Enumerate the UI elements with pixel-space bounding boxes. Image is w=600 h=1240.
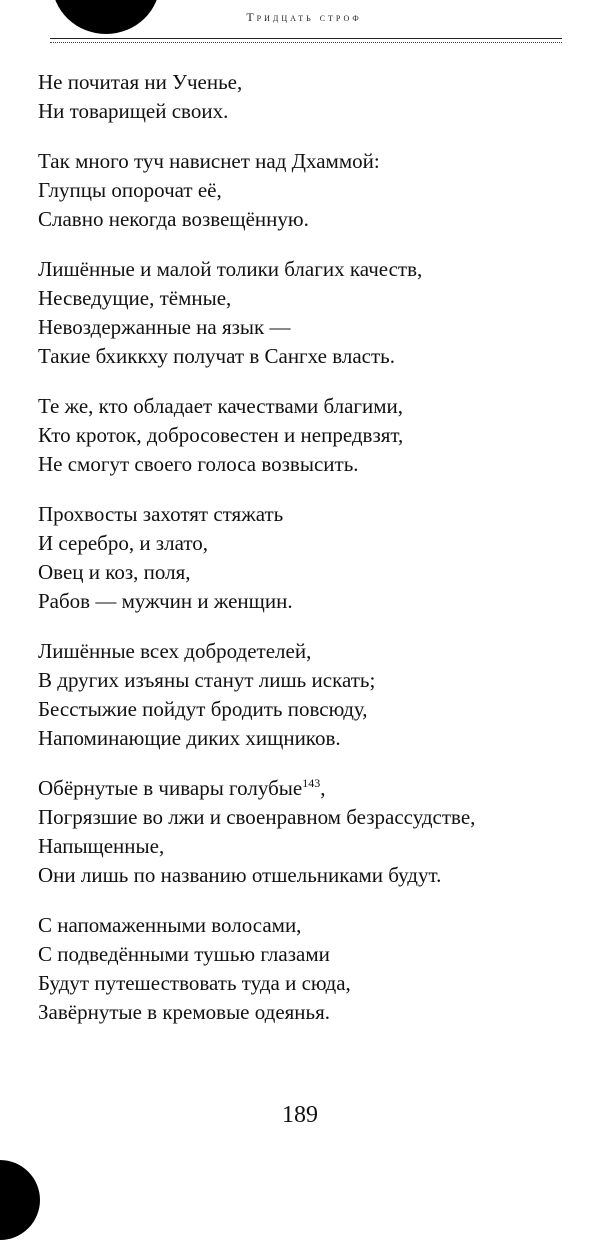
poem-line: Несведущие, тёмные, bbox=[38, 286, 232, 310]
poem-line-punctuation: , bbox=[320, 776, 326, 800]
running-head: Тридцать строф bbox=[246, 10, 362, 24]
poem-line: И серебро, и злато, bbox=[38, 531, 209, 555]
poem-line: Так много туч нависнет над Дхаммой: bbox=[38, 149, 380, 173]
poem-line: Погрязшие во лжи и своенравном безрассудстве, bbox=[38, 805, 476, 829]
stanza-8 bbox=[38, 911, 578, 1027]
page-corner-shadow-bottom bbox=[0, 1160, 40, 1240]
poem-line-with-footnote bbox=[38, 774, 578, 803]
poem-line: Невоздержанные на язык — bbox=[38, 315, 291, 339]
stanza-2 bbox=[38, 147, 578, 234]
poem-line: Глупцы опорочат её, bbox=[38, 178, 222, 202]
poem-line: Такие бхиккху получат в Сангхе власть. bbox=[38, 344, 395, 368]
poem-line-text: Обёрнутые в чивары голубые bbox=[38, 776, 303, 800]
poem-line: Кто кроток, добросовестен и непредвзят, bbox=[38, 423, 404, 447]
poem-line: Лишённые всех добродетелей, bbox=[38, 639, 312, 663]
poem-line: Напыщенные, bbox=[38, 834, 165, 858]
poem-line: Славно некогда возвещённую. bbox=[38, 207, 309, 231]
page-number: 189 bbox=[282, 1102, 318, 1128]
stanza-5 bbox=[38, 500, 578, 616]
stanza-7 bbox=[38, 774, 578, 890]
stanza-6 bbox=[38, 637, 578, 753]
poem-line: Будут путешествовать туда и сюда, bbox=[38, 971, 351, 995]
poem-line: Те же, кто обладает качествами благими, bbox=[38, 394, 404, 418]
header-rule-dotted bbox=[50, 42, 562, 43]
poem-line: Рабов — мужчин и женщин. bbox=[38, 589, 293, 613]
poem-line: Они лишь по названию отшельниками будут. bbox=[38, 863, 442, 887]
poem-line: Лишённые и малой толики благих качеств, bbox=[38, 257, 423, 281]
poem-line: Овец и коз, поля, bbox=[38, 560, 191, 584]
header-rule bbox=[50, 38, 562, 39]
footnote-reference[interactable]: 143 bbox=[302, 776, 321, 790]
poem-line: С подведёнными тушью глазами bbox=[38, 942, 330, 966]
poem-line: Не почитая ни Ученье, bbox=[38, 70, 243, 94]
poem-line: Не смогут своего голоса возвысить. bbox=[38, 452, 359, 476]
stanza-1 bbox=[38, 68, 578, 126]
poem-body bbox=[38, 68, 578, 1048]
poem-line: Ни товарищей своих. bbox=[38, 99, 229, 123]
poem-line: Прохвосты захотят стяжать bbox=[38, 502, 284, 526]
stanza-3 bbox=[38, 255, 578, 371]
stanza-4 bbox=[38, 392, 578, 479]
poem-line: Напоминающие диких хищников. bbox=[38, 726, 341, 750]
poem-line: С напомаженными волосами, bbox=[38, 913, 302, 937]
poem-line: Бесстыжие пойдут бродить повсюду, bbox=[38, 697, 368, 721]
poem-line: Завёрнутые в кремовые одеянья. bbox=[38, 1000, 331, 1024]
poem-line: В других изъяны станут лишь искать; bbox=[38, 668, 376, 692]
